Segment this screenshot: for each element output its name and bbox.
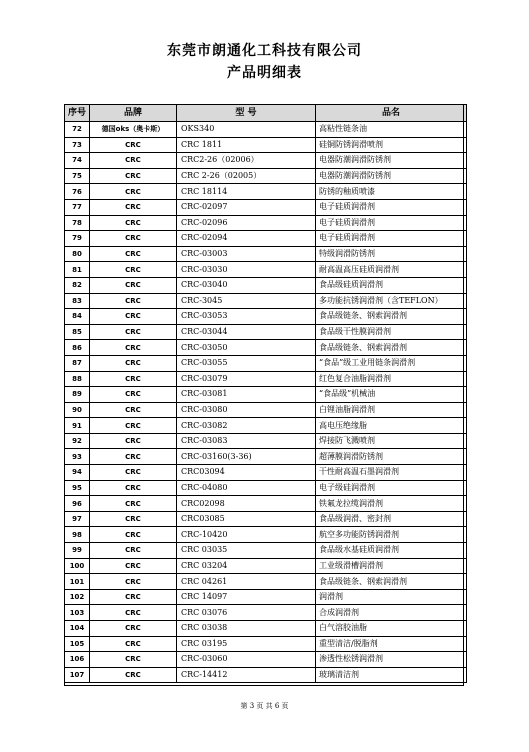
row-number: 78 xyxy=(65,215,90,231)
row-product-name: 电子硅质润滑剂 xyxy=(316,199,467,215)
row-number: 73 xyxy=(65,137,90,153)
row-brand: CRC xyxy=(90,309,177,325)
row-model: CRC 03195 xyxy=(177,636,316,652)
table-row xyxy=(65,355,467,371)
row-model: CRC-03082 xyxy=(177,418,316,434)
row-model: CRC-03160(3-36) xyxy=(177,449,316,465)
row-model: CRC 18114 xyxy=(177,184,316,200)
row-brand: CRC xyxy=(90,168,177,184)
company-title: 东莞市朗通化工科技有限公司 xyxy=(167,43,362,59)
row-brand: CRC xyxy=(90,589,177,605)
row-product-name: 铁氟龙拉缆润滑剂 xyxy=(316,496,467,512)
row-brand: CRC xyxy=(90,418,177,434)
row-number: 95 xyxy=(65,480,90,496)
table-row xyxy=(65,480,467,496)
table-row xyxy=(65,449,467,465)
table-row xyxy=(65,387,467,403)
row-brand: CRC xyxy=(90,511,177,527)
row-model: CRC-04080 xyxy=(177,480,316,496)
row-product-name: 润滑剂 xyxy=(316,589,467,605)
row-model: CRC-02094 xyxy=(177,231,316,247)
table-row xyxy=(65,652,467,668)
table-row xyxy=(65,543,467,559)
row-brand: CRC xyxy=(90,199,177,215)
row-number: 102 xyxy=(65,589,90,605)
row-brand: CRC xyxy=(90,543,177,559)
table-row xyxy=(65,589,467,605)
row-brand: CRC xyxy=(90,153,177,169)
row-model: CRC 2-26（02005） xyxy=(177,168,316,184)
row-number: 76 xyxy=(65,184,90,200)
table-row xyxy=(65,168,467,184)
row-number: 75 xyxy=(65,168,90,184)
table-row xyxy=(65,215,467,231)
row-number: 81 xyxy=(65,262,90,278)
row-model: CRC-03003 xyxy=(177,246,316,262)
row-brand: CRC xyxy=(90,293,177,309)
row-brand: CRC xyxy=(90,496,177,512)
row-model: CRC-03030 xyxy=(177,262,316,278)
row-model: CRC 1811 xyxy=(177,137,316,153)
table-row xyxy=(65,621,467,637)
table-body xyxy=(65,122,467,683)
row-number: 104 xyxy=(65,621,90,637)
row-number: 91 xyxy=(65,418,90,434)
table-row xyxy=(65,433,467,449)
row-number: 92 xyxy=(65,433,90,449)
table-row xyxy=(65,246,467,262)
row-brand: CRC xyxy=(90,387,177,403)
row-product-name: 渗透性松锈润滑剂 xyxy=(316,652,467,668)
table-row xyxy=(65,262,467,278)
table-row xyxy=(65,605,467,621)
table-row xyxy=(65,277,467,293)
row-brand: CRC xyxy=(90,605,177,621)
row-number: 84 xyxy=(65,309,90,325)
row-number: 98 xyxy=(65,527,90,543)
row-model: CRC03094 xyxy=(177,465,316,481)
table-row xyxy=(65,402,467,418)
row-number: 107 xyxy=(65,667,90,683)
row-number: 77 xyxy=(65,199,90,215)
row-product-name: 食品级硅质润滑剂 xyxy=(316,277,467,293)
row-model: CRC 14097 xyxy=(177,589,316,605)
row-model: CRC 03035 xyxy=(177,543,316,559)
row-product-name: 食品级干性膜润滑剂 xyxy=(316,324,467,340)
row-product-name: 电器防潮润滑防锈剂 xyxy=(316,153,467,169)
row-brand: CRC xyxy=(90,652,177,668)
row-number: 106 xyxy=(65,652,90,668)
table-row xyxy=(65,122,467,138)
row-product-name: 多功能抗锈润滑剂（含TEFLON） xyxy=(316,293,467,309)
row-model: CRC-03044 xyxy=(177,324,316,340)
row-product-name: 耐高温高压硅质润滑剂 xyxy=(316,262,467,278)
table-row xyxy=(65,574,467,590)
table-row xyxy=(65,137,467,153)
column-header-brand: 品牌 xyxy=(90,105,177,122)
row-number: 86 xyxy=(65,340,90,356)
table-row xyxy=(65,309,467,325)
table-row xyxy=(65,667,467,683)
row-product-name: 食品级链条、钢索润滑剂 xyxy=(316,574,467,590)
row-brand: CRC xyxy=(90,465,177,481)
row-model: CRC 03204 xyxy=(177,558,316,574)
row-model: CRC-03083 xyxy=(177,433,316,449)
row-number: 99 xyxy=(65,543,90,559)
row-model: CRC-14412 xyxy=(177,667,316,683)
row-brand: CRC xyxy=(90,402,177,418)
row-brand: CRC xyxy=(90,340,177,356)
row-model: CRC-03040 xyxy=(177,277,316,293)
row-product-name: “食品级”机械油 xyxy=(316,387,467,403)
row-brand: CRC xyxy=(90,324,177,340)
row-number: 88 xyxy=(65,371,90,387)
row-model: CRC-03080 xyxy=(177,402,316,418)
column-header-product-name: 品名 xyxy=(316,105,467,122)
row-brand: CRC xyxy=(90,433,177,449)
table-row xyxy=(65,558,467,574)
table-row xyxy=(65,636,467,652)
row-brand: CRC xyxy=(90,277,177,293)
row-model: CRC-03053 xyxy=(177,309,316,325)
table-header-row xyxy=(65,105,467,122)
table-row xyxy=(65,153,467,169)
row-number: 85 xyxy=(65,324,90,340)
table-row xyxy=(65,324,467,340)
table-row xyxy=(65,465,467,481)
row-brand: CRC xyxy=(90,262,177,278)
page-number: 第 3 页 共 6 页 xyxy=(240,702,289,710)
row-brand: CRC xyxy=(90,621,177,637)
row-brand: CRC xyxy=(90,184,177,200)
row-product-name: 重型清洁/脱脂剂 xyxy=(316,636,467,652)
row-model: CRC-03081 xyxy=(177,387,316,403)
row-brand: CRC xyxy=(90,137,177,153)
row-product-name: 白锂油脂润滑剂 xyxy=(316,402,467,418)
row-model: CRC 03038 xyxy=(177,621,316,637)
row-product-name: 玻璃清洁剂 xyxy=(316,667,467,683)
row-product-name: 航空多功能防锈润滑剂 xyxy=(316,527,467,543)
row-product-name: 食品级润滑、密封剂 xyxy=(316,511,467,527)
row-model: CRC-03079 xyxy=(177,371,316,387)
row-product-name: 防锈的釉质喷漆 xyxy=(316,184,467,200)
row-product-name: “食品”级工业用链条润滑剂 xyxy=(316,355,467,371)
row-product-name: 电子硅质润滑剂 xyxy=(316,215,467,231)
row-product-name: 高电压绝缘脂 xyxy=(316,418,467,434)
row-number: 90 xyxy=(65,402,90,418)
row-brand: CRC xyxy=(90,667,177,683)
table-row xyxy=(65,231,467,247)
row-model: CRC03085 xyxy=(177,511,316,527)
row-brand: CRC xyxy=(90,480,177,496)
row-number: 83 xyxy=(65,293,90,309)
table-row xyxy=(65,527,467,543)
row-product-name: 合成润滑剂 xyxy=(316,605,467,621)
row-brand: CRC xyxy=(90,558,177,574)
row-model: CRC02098 xyxy=(177,496,316,512)
row-product-name: 电子级硅润滑剂 xyxy=(316,480,467,496)
row-model: CRC 04261 xyxy=(177,574,316,590)
row-number: 79 xyxy=(65,231,90,247)
table-row xyxy=(65,371,467,387)
row-product-name: 焊接防飞溅喷剂 xyxy=(316,433,467,449)
row-brand: CRC xyxy=(90,636,177,652)
row-product-name: 食品级水基硅质润滑剂 xyxy=(316,543,467,559)
row-product-name: 工业级滑槽润滑剂 xyxy=(316,558,467,574)
row-number: 105 xyxy=(65,636,90,652)
column-header-number: 序号 xyxy=(65,105,90,122)
row-brand: CRC xyxy=(90,215,177,231)
row-product-name: 白气溶胶油脂 xyxy=(316,621,467,637)
row-model: CRC 03076 xyxy=(177,605,316,621)
row-brand: CRC xyxy=(90,527,177,543)
row-number: 89 xyxy=(65,387,90,403)
row-product-name: 食品级链条、钢索润滑剂 xyxy=(316,340,467,356)
row-product-name: 电器防潮润滑防锈剂 xyxy=(316,168,467,184)
row-product-name: 干性耐高温石墨润滑剂 xyxy=(316,465,467,481)
row-number: 94 xyxy=(65,465,90,481)
row-product-name: 超薄膜润滑防锈剂 xyxy=(316,449,467,465)
row-number: 93 xyxy=(65,449,90,465)
row-number: 100 xyxy=(65,558,90,574)
row-number: 97 xyxy=(65,511,90,527)
row-product-name: 红色复合油脂润滑剂 xyxy=(316,371,467,387)
row-number: 72 xyxy=(65,122,90,138)
row-model: OKS340 xyxy=(177,122,316,138)
table-row xyxy=(65,418,467,434)
table-row xyxy=(65,199,467,215)
row-brand: CRC xyxy=(90,449,177,465)
row-number: 96 xyxy=(65,496,90,512)
row-model: CRC-03060 xyxy=(177,652,316,668)
row-number: 103 xyxy=(65,605,90,621)
row-product-name: 电子硅质润滑剂 xyxy=(316,231,467,247)
row-product-name: 特级润滑防锈剂 xyxy=(316,246,467,262)
table-row xyxy=(65,511,467,527)
row-brand: 德国oks（奥卡斯） xyxy=(90,122,177,138)
row-product-name: 食品级链条、钢索润滑剂 xyxy=(316,309,467,325)
table-row xyxy=(65,340,467,356)
table-row xyxy=(65,293,467,309)
row-number: 82 xyxy=(65,277,90,293)
row-brand: CRC xyxy=(90,231,177,247)
row-model: CRC-02097 xyxy=(177,199,316,215)
row-number: 101 xyxy=(65,574,90,590)
row-number: 80 xyxy=(65,246,90,262)
row-number: 74 xyxy=(65,153,90,169)
row-product-name: 硅铜防锈润滑喷剂 xyxy=(316,137,467,153)
row-product-name: 高粘性链条油 xyxy=(316,122,467,138)
column-header-model: 型 号 xyxy=(177,105,316,122)
row-brand: CRC xyxy=(90,574,177,590)
row-model: CRC-03055 xyxy=(177,355,316,371)
row-model: CRC2-26（02006） xyxy=(177,153,316,169)
row-number: 87 xyxy=(65,355,90,371)
document-subtitle: 产品明细表 xyxy=(227,65,302,81)
row-model: CRC-02096 xyxy=(177,215,316,231)
row-brand: CRC xyxy=(90,246,177,262)
row-model: CRC-10420 xyxy=(177,527,316,543)
table-row xyxy=(65,496,467,512)
table-row xyxy=(65,184,467,200)
row-brand: CRC xyxy=(90,371,177,387)
product-table xyxy=(64,104,467,683)
row-model: CRC-3045 xyxy=(177,293,316,309)
row-model: CRC-03050 xyxy=(177,340,316,356)
row-brand: CRC xyxy=(90,355,177,371)
